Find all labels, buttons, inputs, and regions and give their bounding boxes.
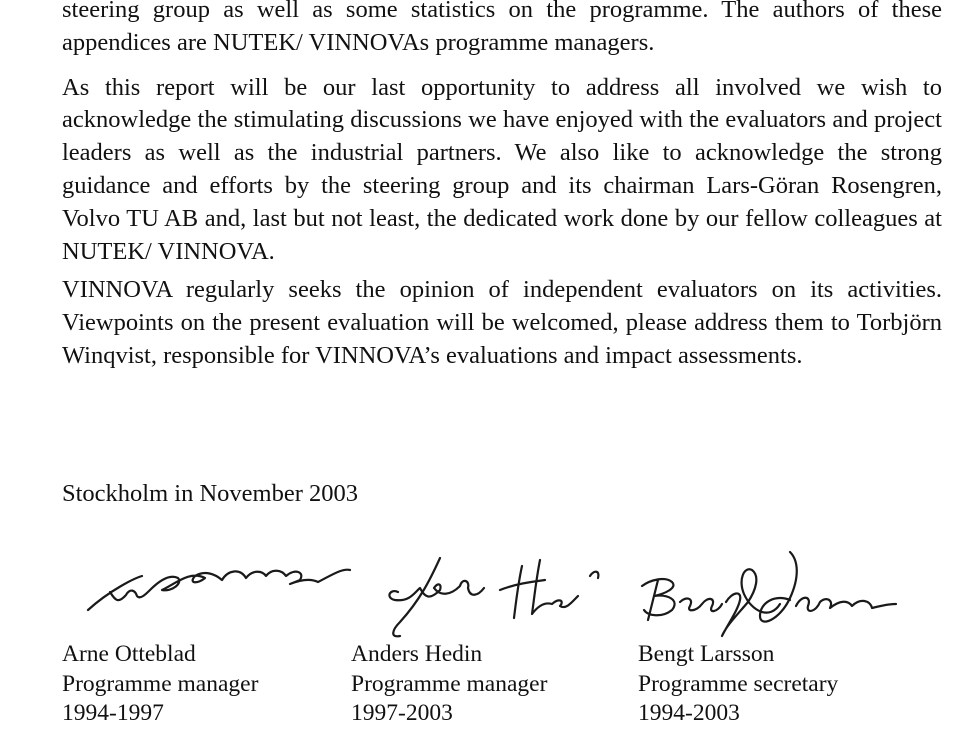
signatory-name: Anders Hedin [351, 641, 483, 667]
signatory-period: 1994-1997 [62, 700, 164, 726]
document-body [62, 0, 942, 373]
signature-hedin [389, 558, 598, 636]
signatory-role: Programme manager [62, 670, 259, 697]
signatory-role: Programme manager [351, 670, 548, 697]
signatory-period: 1994-2003 [638, 700, 740, 726]
signatory-role: Programme secretary [638, 670, 839, 697]
paragraph-authors: steering group as well as some statistics on the programme. The authors of these appendices are NUTEK/ VINNOVAs programme managers. [62, 0, 942, 56]
signatures [0, 540, 960, 650]
signatory-name: Bengt Larsson [638, 641, 775, 667]
signatory-larsson [638, 640, 838, 729]
paragraph-acknowledgement: As this report will be our last opportunity to address all involved we wish to acknowledge the stimulating discussions we have enjoyed with the evaluators and project leaders as well as the industrial partners. We also like to acknowledge the strong guidance and efforts by the steering group and its chairman Lars-Göran Rosengren, Volvo TU AB and, last but not least, the dedicated work done by our fellow colleagues at NUTEK/ VINNOVA. [62, 73, 942, 265]
paragraph-feedback: VINNOVA regularly seeks the opinion of independent evaluators on its activities. Viewpoints on the present evaluation will be welcomed, please address them to Torbjörn Winqvist, responsible for VINNOVA’s evaluations and impact assessments. [62, 276, 942, 369]
signature-larsson [642, 552, 896, 636]
signatory-period: 1997-2003 [351, 700, 453, 726]
signatory-otteblad [62, 640, 258, 729]
signatory-hedin [351, 640, 547, 729]
signature-otteblad [88, 570, 350, 610]
place-date: Stockholm in November 2003 [62, 480, 359, 507]
signatory-name: Arne Otteblad [62, 641, 196, 667]
